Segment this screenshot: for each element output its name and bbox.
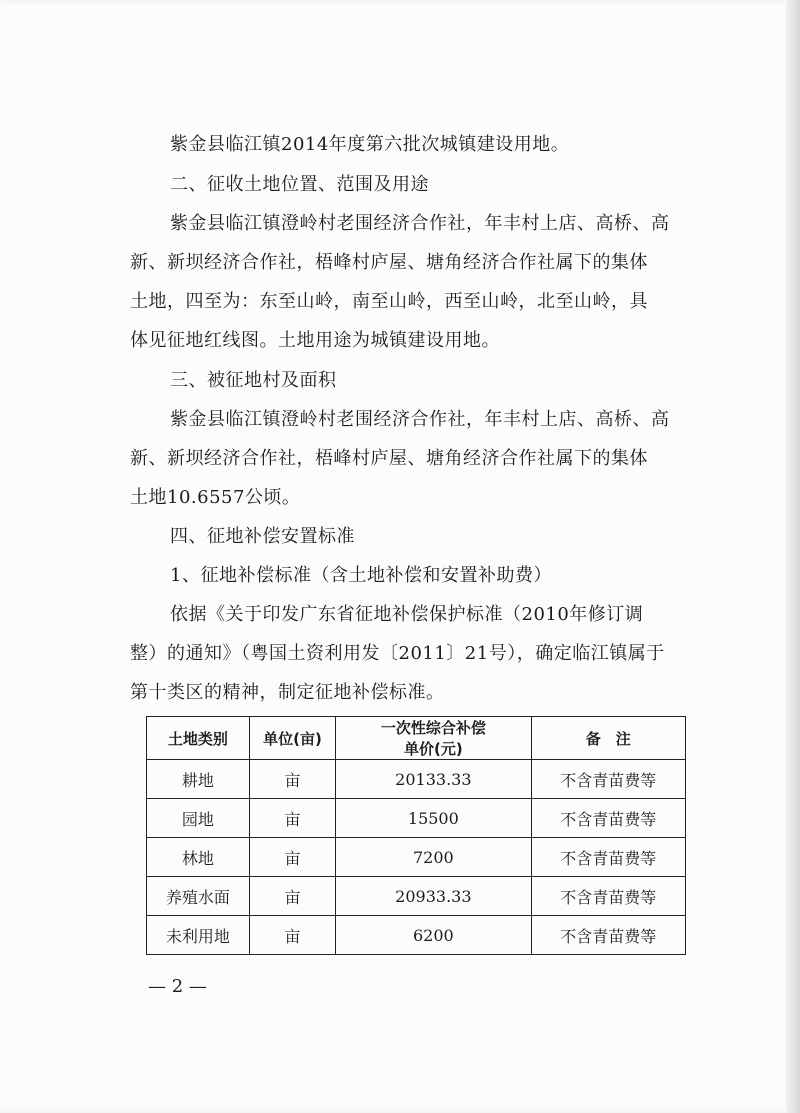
cell-price: 6200 xyxy=(336,916,531,955)
cell-remarks: 不含青苗费等 xyxy=(531,916,685,955)
paragraph-location-line: 土地，四至为：东至山岭，南至山岭，西至山岭，北至山岭，具 xyxy=(130,291,648,312)
cell-unit: 亩 xyxy=(249,760,335,799)
table-header-row xyxy=(147,717,686,760)
paragraph-land-batch: 紫金县临江镇2014年度第六批次城镇建设用地。 xyxy=(170,134,570,155)
cell-remarks: 不含青苗费等 xyxy=(531,838,685,877)
paragraph-area-line: 紫金县临江镇澄岭村老围经济合作社，年丰村上店、高桥、高 xyxy=(170,409,670,430)
table-row xyxy=(147,916,686,955)
cell-land-type: 未利用地 xyxy=(147,916,250,955)
header-land-type: 土地类别 xyxy=(147,717,250,760)
table-row xyxy=(147,838,686,877)
page-edge-shadow xyxy=(786,0,800,1113)
cell-unit: 亩 xyxy=(249,877,335,916)
header-unit-price-line1: 一次性综合补偿 xyxy=(380,719,486,737)
cell-unit: 亩 xyxy=(249,838,335,877)
cell-land-type: 耕地 xyxy=(147,760,250,799)
header-unit-price xyxy=(336,717,531,760)
section-heading-area: 三、被征地村及面积 xyxy=(170,370,337,391)
cell-land-type: 林地 xyxy=(147,838,250,877)
subheading-compensation-standard: 1、征地补偿标准（含土地补偿和安置补助费） xyxy=(170,565,552,586)
page-number: — 2 — xyxy=(148,976,207,997)
header-unit-price-line2: 单价(元) xyxy=(403,740,463,758)
cell-price: 15500 xyxy=(336,799,531,838)
paragraph-location-line: 体见征地红线图。土地用途为城镇建设用地。 xyxy=(130,330,500,351)
table-row xyxy=(147,877,686,916)
compensation-table xyxy=(146,716,686,955)
paragraph-basis-line: 依据《关于印发广东省征地补偿保护标准（2010年修订调 xyxy=(170,604,644,625)
cell-unit: 亩 xyxy=(249,916,335,955)
paragraph-basis-line: 整）的通知》（粤国土资利用发〔2011〕21号），确定临江镇属于 xyxy=(130,643,665,664)
table-row xyxy=(147,760,686,799)
table-row xyxy=(147,799,686,838)
header-remarks: 备 注 xyxy=(531,717,685,760)
cell-land-type: 养殖水面 xyxy=(147,877,250,916)
section-heading-location: 二、征收土地位置、范围及用途 xyxy=(170,174,429,195)
paragraph-basis-line: 第十类区的精神，制定征地补偿标准。 xyxy=(130,682,445,703)
cell-price: 7200 xyxy=(336,838,531,877)
paragraph-area-line: 新、新坝经济合作社，梧峰村庐屋、塘角经济合作社属下的集体 xyxy=(130,448,648,469)
paragraph-area-line: 土地10.6557公顷。 xyxy=(130,487,301,508)
cell-price: 20133.33 xyxy=(336,760,531,799)
cell-remarks: 不含青苗费等 xyxy=(531,760,685,799)
section-heading-compensation: 四、征地补偿安置标准 xyxy=(170,526,355,547)
paragraph-location-line: 新、新坝经济合作社，梧峰村庐屋、塘角经济合作社属下的集体 xyxy=(130,252,648,273)
cell-remarks: 不含青苗费等 xyxy=(531,799,685,838)
cell-remarks: 不含青苗费等 xyxy=(531,877,685,916)
cell-land-type: 园地 xyxy=(147,799,250,838)
cell-unit: 亩 xyxy=(249,799,335,838)
header-unit: 单位(亩) xyxy=(249,717,335,760)
cell-price: 20933.33 xyxy=(336,877,531,916)
paragraph-location-line: 紫金县临江镇澄岭村老围经济合作社，年丰村上店、高桥、高 xyxy=(170,213,670,234)
